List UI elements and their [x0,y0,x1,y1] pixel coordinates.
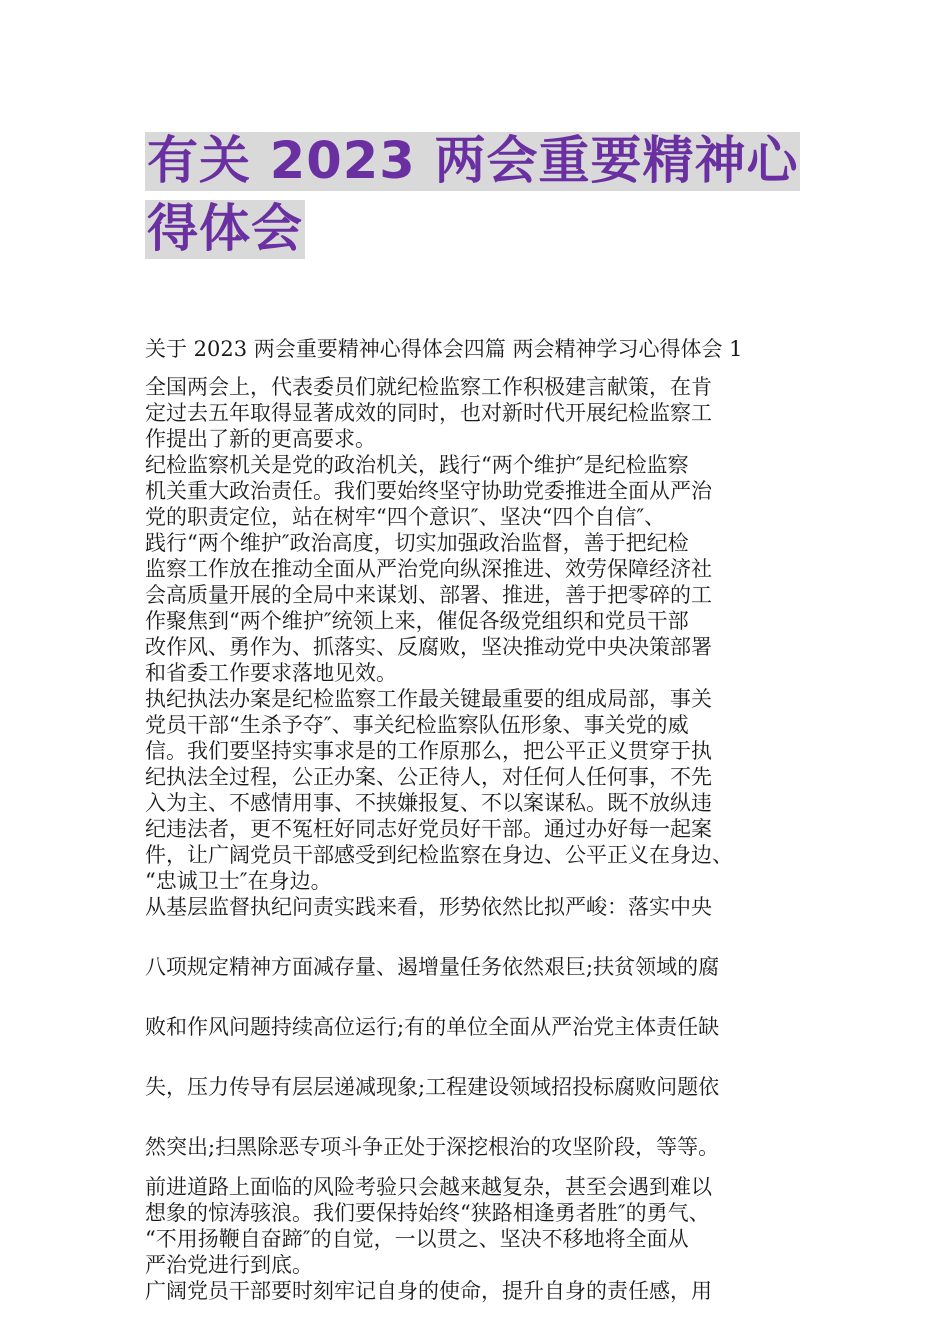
paragraph-5 [145,1174,825,1278]
paragraph-line: 作提出了新的更高要求。 [145,427,376,451]
title-line-2-text: 得体会 [147,200,304,259]
paragraph-line: 八项规定精神方面减存量、遏增量任务依然艰巨;扶贫领域的腐 [145,955,720,979]
paragraph-1 [145,374,825,452]
document-body [145,336,825,1304]
paragraph-line: 严治党进行到底。 [145,1253,313,1277]
paragraph-line: 纪检监察机关是党的政治机关，践行“两个维护″是纪检监察 [145,453,689,477]
paragraph-line: 和省委工作要求落地见效。 [145,661,397,685]
paragraph-line: 失，压力传导有层层递减现象;工程建设领域招投标腐败问题依 [145,1075,720,1099]
paragraph-3 [145,686,825,894]
intro-line: 关于 2023 两会重要精神心得体会四篇 两会精神学习心得体会 1 [145,337,743,361]
title-line-1 [145,128,825,196]
paragraph-line: 党的职责定位，站在树牢“四个意识″、坚决“四个自信″、 [145,505,666,529]
paragraph-line: 纪执法全过程，公正办案、公正待人，对任何人任何事，不先 [145,765,712,789]
paragraph-line: 件，让广阔党员干部感受到纪检监察在身边、公平正义在身边、 [145,843,733,867]
paragraph-line: 败和作风问题持续高位运行;有的单位全面从严治党主体责任缺 [145,1015,720,1039]
paragraph-2 [145,452,825,686]
paragraph-line: 定过去五年取得显著成效的同时，也对新时代开展纪检监察工 [145,401,712,425]
paragraph-line: 信。我们要坚持实事求是的工作原那么，把公平正义贯穿于执 [145,739,712,763]
paragraph-line: 监察工作放在推动全面从严治党向纵深推进、效劳保障经济社 [145,557,712,581]
paragraph-line: 作聚焦到“两个维护″统领上来，催促各级党组织和党员干部 [145,609,689,633]
paragraph-line: 机关重大政治责任。我们要始终坚守协助党委推进全面从严治 [145,479,712,503]
paragraph-line: 党员干部“生杀予夺″、事关纪检监察队伍形象、事关党的威 [145,713,689,737]
paragraph-line: “不用扬鞭自奋蹄″的自觉，一以贯之、坚决不移地将全面从 [145,1227,689,1251]
paragraph-line: 践行“两个维护″政治高度，切实加强政治监督，善于把纪检 [145,531,689,555]
paragraph-line: 入为主、不感情用事、不挟嫌报复、不以案谋私。既不放纵违 [145,791,712,815]
paragraph-line: 想象的惊涛骇浪。我们要保持始终“狭路相逢勇者胜″的勇气、 [145,1201,710,1225]
paragraph-line: “忠诚卫士″在身边。 [145,869,332,893]
paragraph-line: 执纪执法办案是纪检监察工作最关键最重要的组成局部，事关 [145,687,712,711]
paragraph-line: 全国两会上，代表委员们就纪检监察工作积极建言献策，在肯 [145,375,712,399]
paragraph-line: 广阔党员干部要时刻牢记自身的使命，提升自身的责任感，用 [145,1279,712,1303]
paragraph-line: 然突出;扫黑除恶专项斗争正处于深挖根治的攻坚阶段，等等。 [145,1135,720,1159]
paragraph-4 [145,894,825,1174]
paragraph-line: 改作风、勇作为、抓落实、反腐败，坚决推动党中央决策部署 [145,635,712,659]
title-line-1-text: 有关 2023 两会重要精神心 [147,132,799,191]
paragraph-line: 从基层监督执纪问责实践来看，形势依然比拟严峻：落实中央 [145,895,712,919]
paragraph-line: 纪违法者，更不冤枉好同志好党员好干部。通过办好每一起案 [145,817,712,841]
paragraph-line: 前进道路上面临的风险考验只会越来越复杂，甚至会遇到难以 [145,1175,712,1199]
paragraph-line: 会高质量开展的全局中来谋划、部署、推进，善于把零碎的工 [145,583,712,607]
document-title [145,128,825,264]
paragraph-6 [145,1278,825,1304]
title-line-2 [145,196,825,264]
